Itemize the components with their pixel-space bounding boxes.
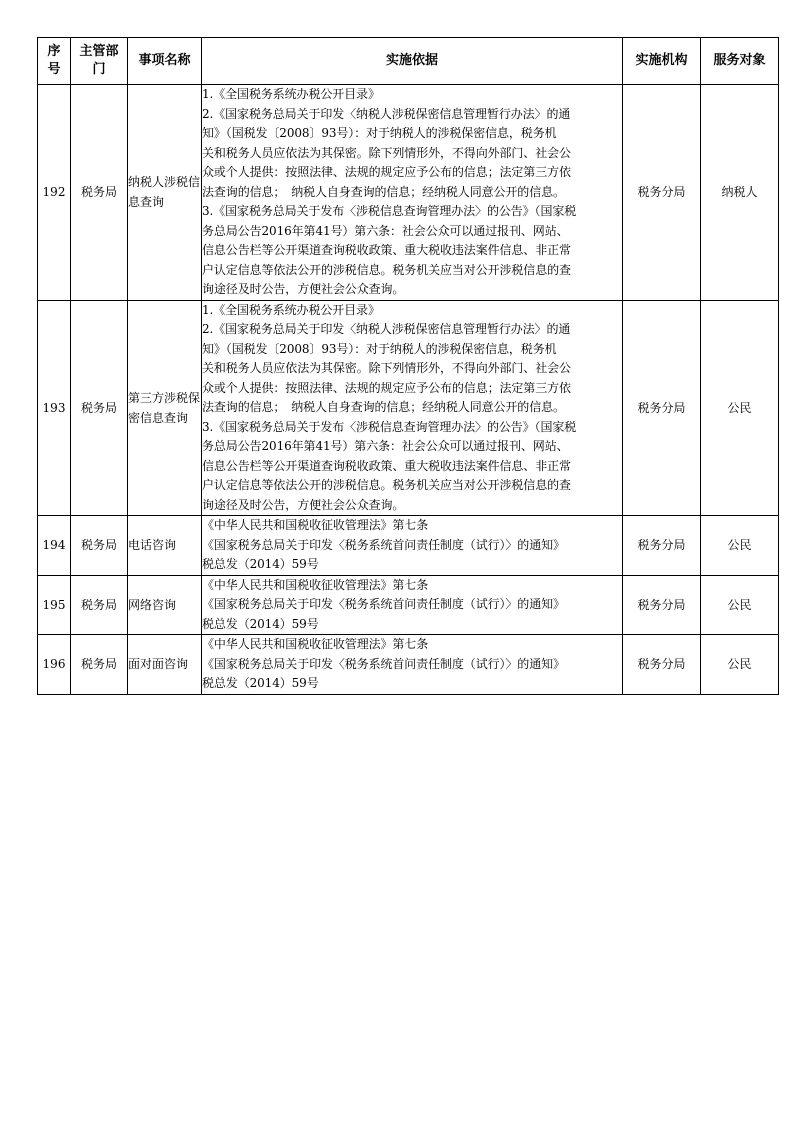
- row-target: 公民: [701, 635, 779, 695]
- basis-line: 务总局公告2016年第41号）第六条：社会公众可以通过报刊、网站、: [202, 439, 569, 453]
- row-target: 公民: [701, 300, 779, 516]
- header-item: 事项名称: [128, 38, 202, 85]
- row-item-name: 网络咨询: [128, 575, 202, 635]
- basis-line: 知》（国税发〔2008〕93号）：对于纳税人的涉税保密信息，税务机: [202, 341, 557, 356]
- table-row: [38, 575, 779, 635]
- row-dept: 税务局: [71, 516, 128, 576]
- basis-line: 知》（国税发〔2008〕93号）：对于纳税人的涉税保密信息，税务机: [202, 126, 557, 140]
- basis-line: 《国家税务总局关于印发〈税务系统首问责任制度（试行）〉的通知》: [202, 537, 565, 552]
- basis-line: 法查询的信息； 纳税人自身查询的信息；经纳税人同意公开的信息。: [202, 400, 565, 414]
- header-org: 实施机构: [623, 38, 701, 85]
- basis-line: 户认定信息等依法公开的涉税信息。税务机关应当对公开涉税信息的查: [202, 478, 571, 492]
- header-row: [38, 38, 779, 85]
- header-basis: 实施依据: [202, 38, 623, 85]
- row-item-name: 纳税人涉税信息查询: [128, 85, 202, 301]
- row-basis: [202, 635, 623, 695]
- service-items-table: [37, 37, 779, 695]
- row-target: 公民: [701, 516, 779, 576]
- basis-line: 信息公告栏等公开渠道查询税收政策、重大税收违法案件信息、非正常: [202, 243, 571, 257]
- row-item-name: 第三方涉税保密信息查询: [128, 300, 202, 516]
- table-row: [38, 85, 779, 301]
- row-number: 195: [38, 575, 71, 635]
- basis-line: 税总发（2014）59号: [202, 616, 319, 631]
- basis-line: 询途径及时公告，方便社会公众查询。: [202, 497, 405, 512]
- table-row: [38, 300, 779, 516]
- basis-line: 1.《全国税务系统办税公开目录》: [202, 302, 380, 317]
- basis-line: 众或个人提供：按照法律、法规的规定应予公布的信息；法定第三方依: [202, 380, 571, 395]
- row-dept: 税务局: [71, 575, 128, 635]
- basis-line: 法查询的信息； 纳税人自身查询的信息；经纳税人同意公开的信息。: [202, 184, 565, 199]
- row-item-name: 电话咨询: [128, 516, 202, 576]
- basis-line: 1.《全国税务系统办税公开目录》: [202, 87, 380, 101]
- row-dept: 税务局: [71, 85, 128, 301]
- row-dept: 税务局: [71, 635, 128, 695]
- row-number: 193: [38, 300, 71, 516]
- basis-line: 户认定信息等依法公开的涉税信息。税务机关应当对公开涉税信息的查: [202, 262, 571, 277]
- basis-line: 《国家税务总局关于印发〈税务系统首问责任制度（试行）〉的通知》: [202, 656, 565, 671]
- basis-line: 《中华人民共和国税收征收管理法》第七条: [202, 518, 429, 532]
- row-number: 196: [38, 635, 71, 695]
- basis-line: 《中华人民共和国税收征收管理法》第七条: [202, 577, 429, 592]
- row-basis: [202, 575, 623, 635]
- basis-line: 务总局公告2016年第41号）第六条：社会公众可以通过报刊、网站、: [202, 223, 569, 238]
- row-org: 税务分局: [623, 85, 701, 301]
- basis-line: 税总发（2014）59号: [202, 557, 319, 571]
- basis-line: 《国家税务总局关于印发〈税务系统首问责任制度（试行）〉的通知》: [202, 597, 565, 611]
- basis-line: 3.《国家税务总局关于发布〈涉税信息查询管理办法〉的公告》（国家税: [202, 204, 577, 218]
- basis-line: 税总发（2014）59号: [202, 676, 319, 690]
- basis-line: 3.《国家税务总局关于发布〈涉税信息查询管理办法〉的公告》（国家税: [202, 419, 577, 434]
- basis-line: 《中华人民共和国税收征收管理法》第七条: [202, 637, 429, 651]
- basis-line: 询途径及时公告，方便社会公众查询。: [202, 282, 405, 296]
- row-org: 税务分局: [623, 516, 701, 576]
- basis-line: 2.《国家税务总局关于印发〈纳税人涉税保密信息管理暂行办法〉的通: [202, 106, 571, 121]
- basis-line: 关和税务人员应依法为其保密。除下列情形外，不得向外部门、社会公: [202, 145, 571, 160]
- row-number: 192: [38, 85, 71, 301]
- basis-line: 2.《国家税务总局关于印发〈纳税人涉税保密信息管理暂行办法〉的通: [202, 322, 571, 336]
- header-dept: 主管部门: [71, 38, 128, 85]
- header-seq: 序号: [38, 38, 71, 85]
- basis-line: 信息公告栏等公开渠道查询税收政策、重大税收违法案件信息、非正常: [202, 458, 571, 473]
- row-target: 公民: [701, 575, 779, 635]
- row-org: 税务分局: [623, 635, 701, 695]
- basis-line: 关和税务人员应依法为其保密。除下列情形外，不得向外部门、社会公: [202, 361, 571, 375]
- table-row: [38, 516, 779, 576]
- row-org: 税务分局: [623, 575, 701, 635]
- row-target: 纳税人: [701, 85, 779, 301]
- table-row: [38, 635, 779, 695]
- row-basis: [202, 516, 623, 576]
- row-org: 税务分局: [623, 300, 701, 516]
- row-basis: [202, 300, 623, 516]
- basis-line: 众或个人提供：按照法律、法规的规定应予公布的信息；法定第三方依: [202, 165, 571, 179]
- row-basis: [202, 85, 623, 301]
- row-dept: 税务局: [71, 300, 128, 516]
- header-target: 服务对象: [701, 38, 779, 85]
- row-number: 194: [38, 516, 71, 576]
- row-item-name: 面对面咨询: [128, 635, 202, 695]
